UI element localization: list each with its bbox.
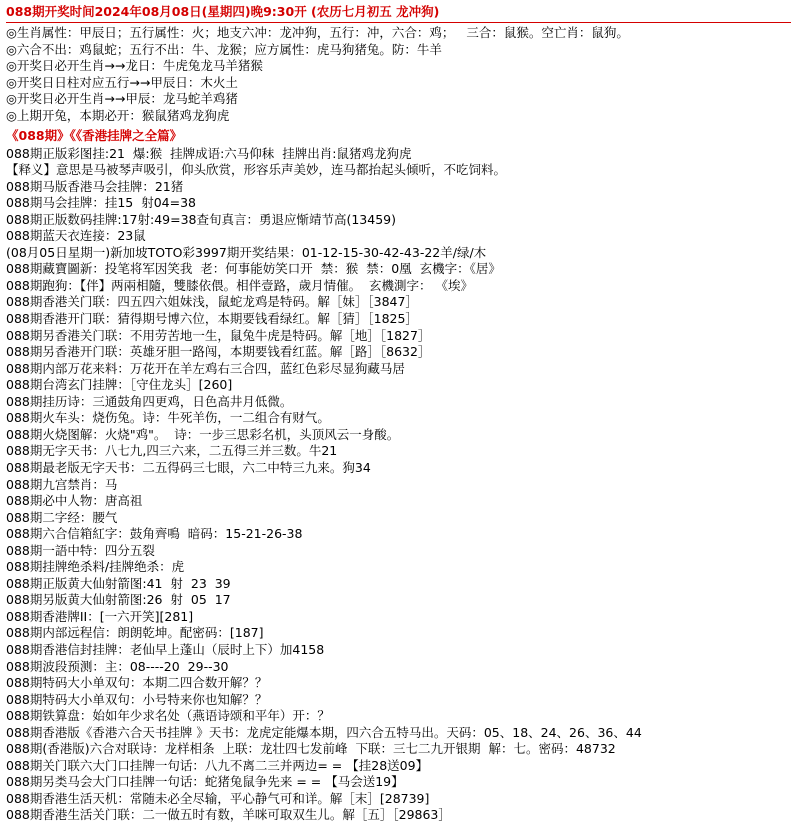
- body-line: 088期火烧图解：火烧"鸡"。 诗：一步三思彩名机，头顶风云一身酸。: [6, 426, 400, 442]
- body-line: 088期火车头：烧伤兔。诗：牛死羊伤，一二组合有财气。: [6, 410, 330, 426]
- attribute-line: ◎开奖日必开生肖→→甲辰：龙马蛇羊鸡猪: [6, 91, 238, 107]
- body-line: 088期九宫禁肖：马: [6, 476, 118, 492]
- body-line: 088期内部万花来料：万花开在羊左鸡右三合四，蓝红色彩尽显狗藏马居: [6, 360, 405, 376]
- page-title: 088期开奖时间2024年08月08日(星期四)晚9:30开 (农历七月初五 龙冲狗): [6, 4, 440, 19]
- attribute-line: ◎开奖日必开生肖→→龙日：牛虎兔龙马羊猪猴: [6, 58, 263, 74]
- header-divider: [6, 22, 791, 23]
- attribute-line: ◎上期开兔，本期必开：猴鼠猪鸡龙狗虎: [6, 107, 230, 123]
- body-line: 088期另香港关门联：不用劳苦地一生，鼠兔牛虎是特码。解［地］［1827］: [6, 327, 431, 343]
- body-line: 088期另香港开门联：英雄牙胆一路闯，本期要钱看红蓝。解［路］［8632］: [6, 344, 431, 360]
- body-line: 088期铁算盘：始如年少求名处（燕语诗颂和平年）开：？: [6, 708, 330, 724]
- body-line: 088期香港生活天机：常随未必全尽输，平心静气可和详。解［末］[28739]: [6, 790, 430, 806]
- body-line: 088期香港牌II：[一六开笑][281]: [6, 608, 194, 624]
- body-section: [6, 146, 791, 824]
- body-line: (08月05日星期一)新加坡TOTO彩3997期开奖结果：01-12-15-30-42-43-22羊/绿/木: [6, 244, 487, 260]
- body-line: 088期特码大小单双句：本期二四合数开解？？: [6, 675, 268, 691]
- body-line: 088期无字天书：八七九,四三六来，二五得三并三数。牛21: [6, 443, 338, 459]
- body-line: 088期另类马会大门口挂牌一句话：蛇猪兔鼠争先来 = = 【马会送19】: [6, 774, 404, 790]
- body-line: 088期马版香港马会挂牌：21猪: [6, 178, 184, 194]
- body-line: 088期一語中特：四分五裂: [6, 542, 155, 558]
- body-line: 088期蓝天衣连接：23鼠: [6, 228, 146, 244]
- body-line: 088期马会挂牌：挂15 射04=38: [6, 195, 196, 211]
- attribute-line: ◎生肖属性：甲辰日；五行属性：火；地支六冲：龙冲狗，五行：冲，六合：鸡； 三合：鼠猴。空亡肖：鼠狗。: [6, 25, 629, 40]
- body-line: 088期香港生活关门联：二一做五时有数，羊咪可取双生儿。解［五］［29863］: [6, 807, 451, 823]
- body-line: 088期内部远程信：朗朗乾坤。配密码：[187]: [6, 625, 264, 641]
- body-line: 088期正版彩图挂:21 爆:猴 挂牌成语:六马仰秣 挂牌出肖:鼠猪鸡龙狗虎: [6, 145, 412, 161]
- attributes-section: [6, 25, 791, 125]
- body-line: 088期另版黄大仙射箭图:26 射 05 17: [6, 592, 231, 608]
- attribute-line: ◎六合不出：鸡鼠蛇；五行不出：牛、龙猴；应方属性：虎马狗猪兔。防：牛羊: [6, 41, 442, 57]
- body-line: 088期正版黄大仙射箭图:41 射 23 39: [6, 575, 231, 591]
- body-line: 088期波段预测：主：08----20 29--30: [6, 658, 229, 674]
- body-line: 088期正版数码挂牌:17射:49=38查旬真言：勇退应惭靖节高(13459): [6, 211, 396, 227]
- body-line: 088期挂牌绝杀料/挂牌绝杀：虎: [6, 559, 185, 575]
- body-line: 088期特码大小单双句：小号特来你也知解？？: [6, 691, 268, 707]
- body-line: 088期最老版无字天书：二五得码三七眼，六二中特三九来。狗34: [6, 459, 371, 475]
- body-line: 088期藏寶圖新：投笔将军因笑我 老：何事能妨笑口开 禁：猴 禁：0凰 玄機字：《居》: [6, 261, 501, 277]
- body-line: 088期(香港版)六合对联诗：龙样相条 上联：龙壮四七发前峰 下联：三七二九开银期 解：七。密码：48732: [6, 741, 616, 757]
- body-line: 088期二字经：腰气: [6, 509, 118, 525]
- body-line: 088期香港信封挂牌：老仙早上蓬山（辰时上下）加4158: [6, 641, 325, 657]
- body-line: 088期香港关门联：四五四六姐妹浅，鼠蛇龙鸡是特码。解［妹］［3847］: [6, 294, 418, 310]
- body-line: 088期香港版《香港六合天书挂牌 》天书：龙虎定能爆本期，四六合五特马出。天码：05、18、24、26、36、44: [6, 724, 642, 740]
- body-line: 088期挂历诗：三通鼓角四更鸡，日色高井月低微。: [6, 393, 293, 409]
- body-line: 088期香港开门联：猜得期号博六位，本期要钱看绿红。解［猜］［1825］: [6, 311, 418, 327]
- body-line: 【释义】意思是马被琴声吸引，仰头欣赏，形容乐声美妙，连马都抬起头倾听，不吃饲料。: [6, 162, 507, 178]
- section-title: 《088期》《《香港挂牌之全篇》: [6, 127, 183, 143]
- body-line: 088期跑狗：【伴】两兩相隨，雙膝依偎。相伴壹路，歲月情催。 玄機測字： 《埃》: [6, 277, 474, 293]
- body-line: 088期六合信箱紅字：鼓角齊鳴 暗码：15-21-26-38: [6, 526, 303, 542]
- body-line: 088期关门联六大门口挂牌一句话：八九不离二三并两边= = 【挂28送09】: [6, 757, 429, 773]
- attribute-line: ◎开奖日日柱对应五行→→甲辰日：木火土: [6, 74, 238, 90]
- body-line: 088期台湾玄门挂牌：［守住龙头］[260]: [6, 377, 233, 393]
- body-line: 088期必中人物：唐高祖: [6, 493, 143, 509]
